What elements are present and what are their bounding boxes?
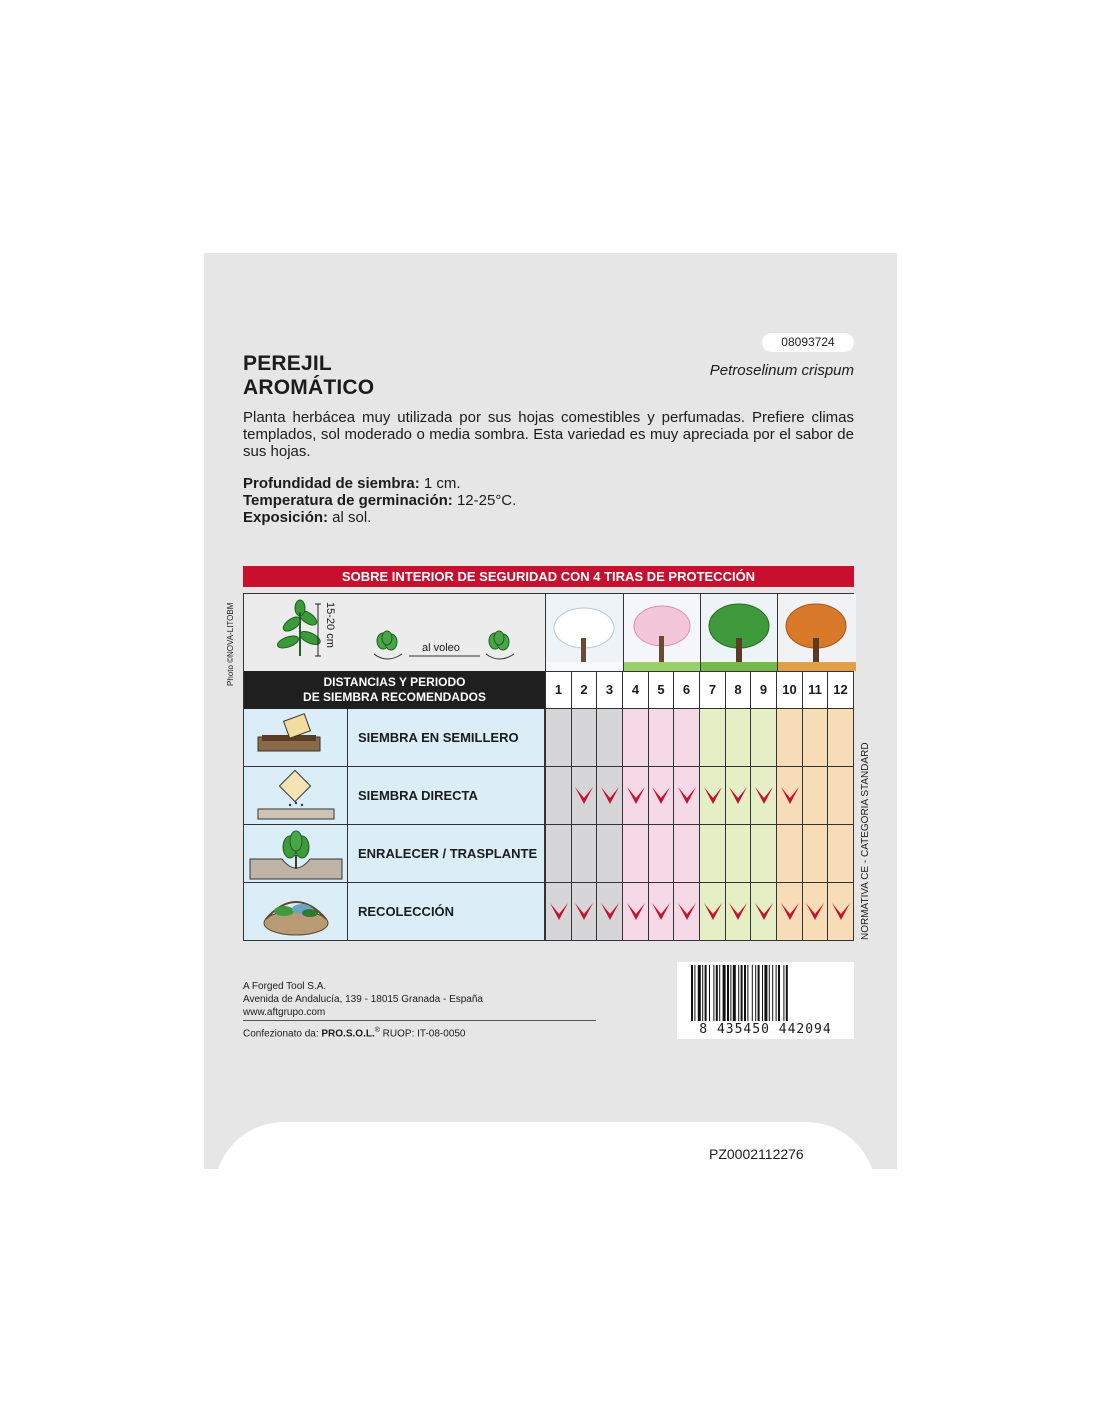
company-name: A Forged Tool S.A.	[243, 981, 327, 992]
harvest-basket-icon	[244, 883, 348, 941]
title-line-2: AROMÁTICO	[243, 376, 375, 399]
check-mark-icon	[780, 785, 800, 807]
month-cell	[545, 883, 571, 941]
month-cell	[802, 825, 827, 883]
winter-tree-icon	[546, 594, 624, 671]
season-spring	[623, 594, 701, 671]
company-web: www.aftgrupo.com	[243, 1007, 326, 1018]
autumn-tree-icon	[778, 594, 856, 671]
month-cell	[750, 767, 776, 825]
month-cell	[827, 883, 853, 941]
sowing-calendar-table	[243, 593, 854, 941]
check-mark-icon	[805, 901, 825, 923]
check-mark-icon	[703, 785, 723, 807]
check-mark-icon	[574, 901, 594, 923]
month-cell	[725, 767, 750, 825]
month-cell	[802, 709, 827, 767]
month-cell	[827, 825, 853, 883]
distance-illustration	[244, 594, 546, 671]
month-cell	[571, 825, 596, 883]
fact-depth: Profundidad de siembra: 1 cm.	[243, 475, 461, 492]
product-code: 08093724	[762, 333, 854, 352]
month-cell	[596, 883, 622, 941]
scientific-name: Petroselinum crispum	[709, 362, 854, 379]
check-mark-icon	[703, 901, 723, 923]
table-header: DISTANCIAS Y PERIODO DE SIEMBRA RECOMENDADOS	[244, 671, 545, 709]
month-cell	[545, 767, 571, 825]
company-info	[243, 980, 483, 1019]
month-cell	[622, 709, 648, 767]
month-cell	[596, 825, 622, 883]
month-cell	[725, 883, 750, 941]
month-cell	[622, 767, 648, 825]
normativa-label: NORMATIVA CE - CATEGORIA STANDARD	[860, 742, 871, 940]
month-cell	[750, 883, 776, 941]
month-cell	[622, 883, 648, 941]
product-title	[243, 352, 374, 400]
direct-sowing-icon	[244, 767, 348, 825]
fact-exposure: Exposición: al sol.	[243, 509, 372, 526]
month-cell	[776, 825, 802, 883]
month-header: 3	[596, 671, 622, 709]
month-header: 7	[699, 671, 725, 709]
company-address: Avenida de Andalucía, 139 - 18015 Granada - España	[243, 994, 483, 1005]
check-mark-icon	[677, 785, 697, 807]
barcode-bars	[677, 965, 854, 1025]
month-cell	[776, 709, 802, 767]
month-cell	[699, 825, 725, 883]
month-cell	[571, 767, 596, 825]
season-summer	[700, 594, 778, 671]
month-header: 10	[776, 671, 802, 709]
month-cell	[648, 825, 673, 883]
pz-code: PZ0002112276	[709, 1146, 804, 1162]
row-label: RECOLECCIÓN	[348, 883, 545, 941]
month-header: 11	[802, 671, 827, 709]
barcode-number: 8 435450 442094	[699, 1022, 832, 1037]
month-cell	[545, 709, 571, 767]
row-label: SIEMBRA DIRECTA	[348, 767, 545, 825]
check-mark-icon	[600, 785, 620, 807]
month-cell	[827, 767, 853, 825]
month-cell	[673, 825, 699, 883]
month-cell	[699, 709, 725, 767]
month-cell	[725, 709, 750, 767]
check-mark-icon	[549, 901, 569, 923]
month-cell	[673, 883, 699, 941]
photo-credit: Photo ©NOVA-LITOBM	[226, 602, 235, 686]
month-header: 2	[571, 671, 596, 709]
check-mark-icon	[754, 785, 774, 807]
month-cell	[648, 883, 673, 941]
check-mark-icon	[574, 785, 594, 807]
month-cell	[571, 709, 596, 767]
month-header: 4	[622, 671, 648, 709]
spring-tree-icon	[624, 594, 701, 671]
check-mark-icon	[677, 901, 697, 923]
check-mark-icon	[651, 901, 671, 923]
check-mark-icon	[651, 785, 671, 807]
month-header: 9	[750, 671, 776, 709]
month-cell	[725, 825, 750, 883]
check-mark-icon	[728, 785, 748, 807]
month-cell	[699, 883, 725, 941]
month-cell	[827, 709, 853, 767]
month-cell	[622, 825, 648, 883]
season-winter	[545, 594, 624, 671]
month-cell	[776, 767, 802, 825]
height-label: 15-20 cm	[324, 602, 336, 648]
broadcast-label: al voleo	[422, 642, 460, 654]
month-cell	[673, 709, 699, 767]
month-cell	[699, 767, 725, 825]
month-cell	[750, 709, 776, 767]
month-header: 6	[673, 671, 699, 709]
month-cell	[545, 825, 571, 883]
product-description: Planta herbácea muy utilizada por sus hojas comestibles y perfumadas. Prefiere climas templados, sol moderado o media sombra. Esta variedad es muy apreciada por el sabor de sus hojas.	[243, 409, 854, 460]
fact-temperature: Temperatura de germinación: 12-25°C.	[243, 492, 517, 509]
season-autumn	[777, 594, 856, 671]
month-cell	[776, 883, 802, 941]
row-label: ENRALECER / TRASPLANTE	[348, 825, 545, 883]
month-cell	[648, 767, 673, 825]
check-mark-icon	[831, 901, 851, 923]
month-cell	[571, 883, 596, 941]
packet-bottom-curve	[214, 1122, 876, 1262]
transplant-icon	[244, 825, 348, 883]
month-cell	[673, 767, 699, 825]
check-mark-icon	[600, 901, 620, 923]
month-cell	[802, 767, 827, 825]
check-mark-icon	[728, 901, 748, 923]
month-header: 5	[648, 671, 673, 709]
check-mark-icon	[626, 785, 646, 807]
month-header: 12	[827, 671, 853, 709]
summer-tree-icon	[701, 594, 778, 671]
month-cell	[596, 709, 622, 767]
month-cell	[648, 709, 673, 767]
security-banner: SOBRE INTERIOR DE SEGURIDAD CON 4 TIRAS DE PROTECCIÓN	[243, 566, 854, 587]
check-mark-icon	[626, 901, 646, 923]
growing-facts	[243, 475, 516, 526]
seed-tray-icon	[244, 709, 348, 767]
month-cell	[802, 883, 827, 941]
check-mark-icon	[780, 901, 800, 923]
title-line-1: PEREJIL	[243, 352, 332, 375]
month-cell	[750, 825, 776, 883]
month-header: 1	[545, 671, 571, 709]
row-label: SIEMBRA EN SEMILLERO	[348, 709, 545, 767]
month-header: 8	[725, 671, 750, 709]
divider	[243, 1020, 596, 1021]
plant-spacing-icon	[244, 594, 545, 671]
month-cell	[596, 767, 622, 825]
check-mark-icon	[754, 901, 774, 923]
barcode	[677, 962, 854, 1039]
packager-info: Confezionato da: PRO.S.O.L.® RUOP: IT-08-0050	[243, 1027, 466, 1040]
